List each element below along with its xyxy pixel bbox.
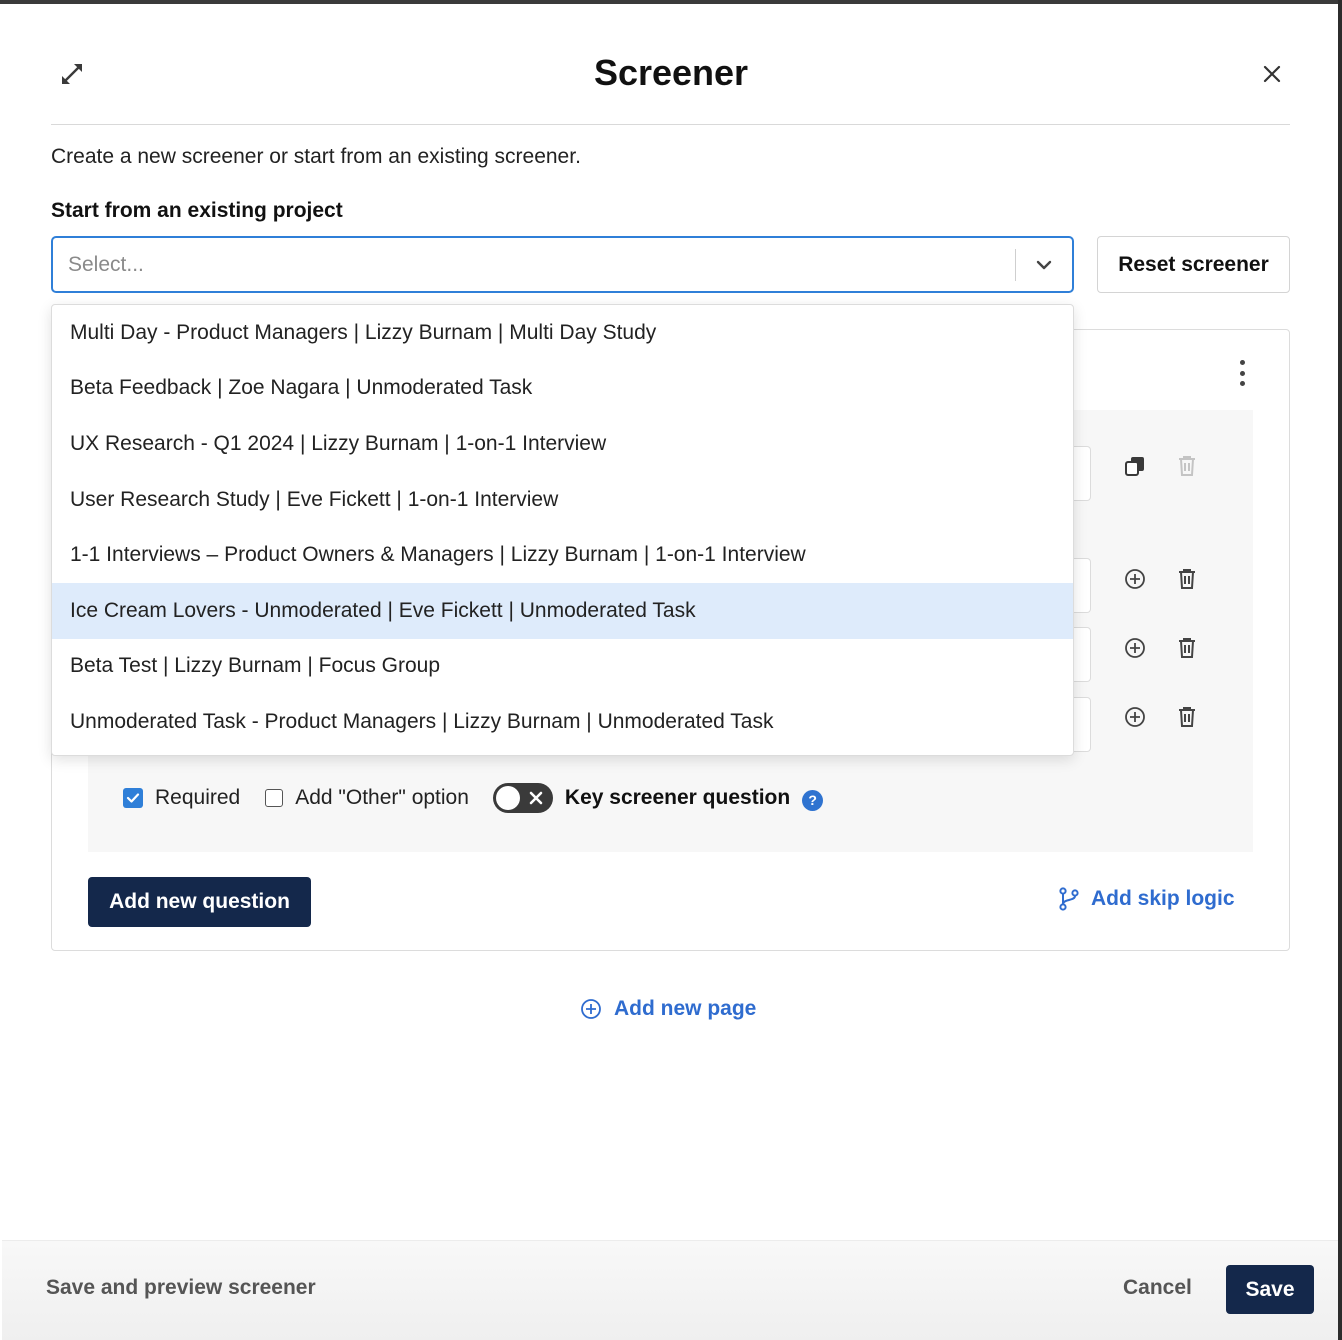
add-circle-icon[interactable] [1122, 635, 1148, 661]
intro-text: Create a new screener or start from an existing screener. [51, 145, 581, 168]
dropdown-option[interactable]: Multi Day - Product Managers | Lizzy Burnam | Multi Day Study [70, 320, 657, 344]
toggle-off-icon [527, 789, 545, 807]
save-button[interactable]: Save [1226, 1265, 1314, 1314]
add-skip-logic-link[interactable] [1058, 887, 1235, 911]
close-icon[interactable] [1258, 60, 1286, 88]
more-options-icon[interactable] [1230, 358, 1254, 388]
dropdown-option[interactable]: Unmoderated Task - Product Managers | Lizzy Burnam | Unmoderated Task [70, 709, 774, 733]
existing-project-label: Start from an existing project [51, 199, 343, 222]
chevron-down-icon[interactable] [1016, 238, 1072, 291]
key-question-toggle[interactable] [493, 783, 553, 813]
dropdown-option[interactable]: 1-1 Interviews – Product Owners & Managers | Lizzy Burnam | 1-on-1 Interview [70, 543, 806, 567]
other-option-checkbox[interactable] [265, 789, 283, 807]
dropdown-option[interactable]: User Research Study | Eve Fickett | 1-on-1 Interview [70, 487, 559, 511]
dropdown-option[interactable]: UX Research - Q1 2024 | Lizzy Burnam | 1-on-1 Interview [70, 431, 607, 455]
trash-icon [1174, 453, 1200, 479]
modal-title: Screener [593, 52, 749, 93]
add-circle-icon[interactable] [1122, 566, 1148, 592]
dropdown-option-highlighted[interactable]: Ice Cream Lovers - Unmoderated | Eve Fickett | Unmoderated Task [52, 583, 1073, 639]
backdrop-edge [1338, 0, 1342, 1340]
question-title-input[interactable] [1071, 446, 1091, 501]
question-options-row [123, 783, 823, 813]
save-and-preview-link[interactable]: Save and preview screener [46, 1276, 316, 1299]
branch-icon [1058, 887, 1080, 911]
required-checkbox[interactable] [123, 788, 143, 808]
copy-icon[interactable] [1122, 453, 1148, 479]
help-icon[interactable]: ? [802, 790, 823, 811]
existing-project-select[interactable] [51, 236, 1074, 293]
dropdown-option[interactable]: Beta Feedback | Zoe Nagara | Unmoderated Task [70, 376, 533, 400]
required-label: Required [155, 786, 241, 809]
add-new-page-link[interactable] [580, 997, 756, 1021]
reset-screener-button[interactable]: Reset screener [1097, 236, 1290, 293]
add-circle-icon[interactable] [1122, 704, 1148, 730]
add-skip-logic-label: Add skip logic [1091, 887, 1235, 910]
existing-project-input[interactable] [53, 238, 1015, 291]
add-new-question-button[interactable]: Add new question [88, 877, 311, 927]
add-circle-icon [580, 998, 602, 1020]
answer-option-input[interactable] [1071, 697, 1091, 752]
dropdown-option[interactable]: Beta Test | Lizzy Burnam | Focus Group [70, 654, 441, 678]
project-dropdown-menu [51, 304, 1074, 756]
trash-icon[interactable] [1174, 635, 1200, 661]
toggle-knob [496, 786, 520, 810]
cancel-button[interactable]: Cancel [1123, 1276, 1192, 1299]
other-option-label: Add "Other" option [295, 786, 469, 809]
answer-option-input[interactable] [1071, 558, 1091, 613]
trash-icon[interactable] [1174, 566, 1200, 592]
title-divider [51, 124, 1290, 125]
add-new-page-label: Add new page [614, 997, 757, 1020]
trash-icon[interactable] [1174, 704, 1200, 730]
key-question-label: Key screener question [564, 786, 791, 809]
answer-option-input[interactable] [1071, 627, 1091, 682]
